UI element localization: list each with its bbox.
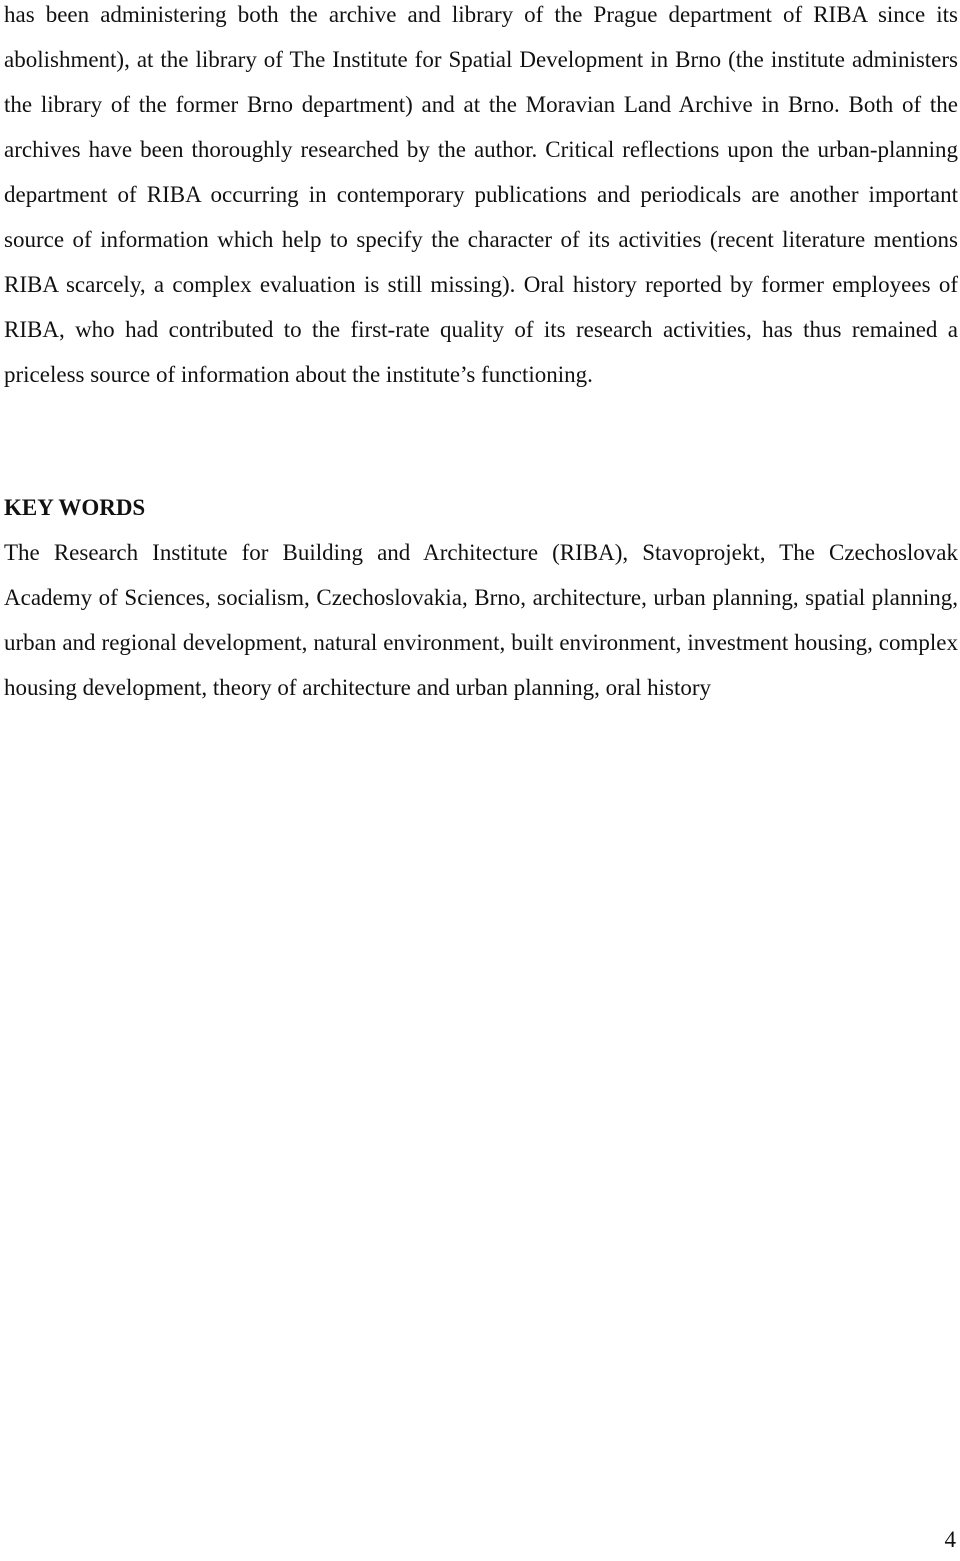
page-number: 4 — [944, 1527, 956, 1552]
keywords-heading: KEY WORDS — [4, 495, 146, 520]
keywords-text: The Research Institute for Building and Architecture (RIBA), Stavoprojekt, The Czechoslovak Academy of Sciences, socialism, Czechoslovakia, Brno, architecture, urban planning, spatial planning, urban and regional development, natural environment, built environment, investment housing, complex housing development, theory of architecture and urban planning, oral history — [4, 540, 958, 700]
body-paragraph: has been administering both the archive and library of the Prague department of RIBA since its abolishment), at the library of The Institute for Spatial Development in Brno (the institute administers the library of the former Brno department) and at the Moravian Land Archive in Brno. Both of the archives have been thoroughly researched by the author. Critical reflections upon the urban-planning department of RIBA occurring in contemporary publications and periodicals are another important source of information which help to specify the character of its activities (recent literature mentions RIBA scarcely, a complex evaluation is still missing). Oral history reported by former employees of RIBA, who had contributed to the first-rate quality of its research activities, has thus remained a priceless source of information about the institute’s functioning. — [4, 2, 958, 387]
